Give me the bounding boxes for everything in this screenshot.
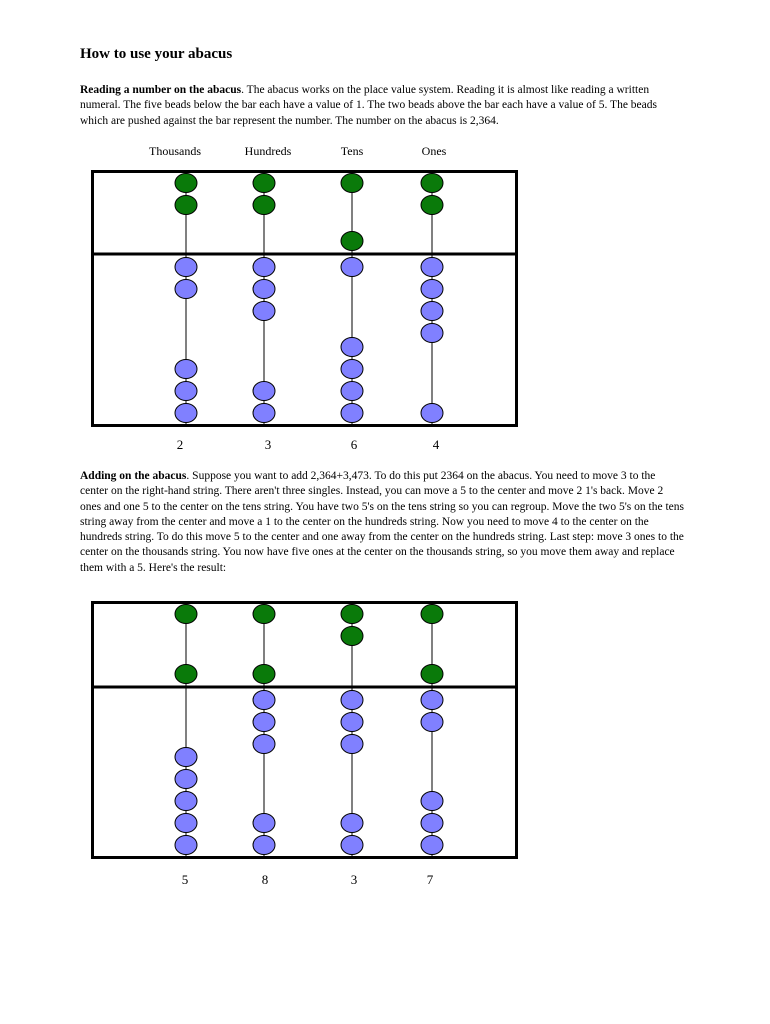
- lower-bead-thousands: [175, 770, 197, 789]
- upper-bead-ones: [421, 605, 443, 624]
- lower-bead-hundreds: [253, 691, 275, 710]
- reading-heading: Reading a number on the abacus: [80, 84, 242, 96]
- upper-bead-ones: [421, 196, 443, 215]
- page-title: How to use your abacus: [80, 46, 233, 62]
- adding-text: . Suppose you want to add 2,364+3,473. To do this put 2364 on the abacus. You need to move 3 to the center on the right-hand string. There aren't three singles. Instead, you can move a 5 to the center and move 2 1's back. Move 2 ones and one 5 to the center on the tens string. You have two 5's on the tens string so you can regroup. Move the two 5's on the tens string away from the center and move a 1 to the center on the hundreds string. Now you need to move 4 to the center on the hundreds string. To do this move 5 to the center and one away from the center on the hundreds string. Last step: move 3 ones to the center on the thousands string. You now have five ones at the center on the thousands string, so you move them away and replace them with a 5. Here's the result:: [80, 470, 684, 574]
- lower-bead-hundreds: [253, 735, 275, 754]
- lower-bead-tens: [341, 836, 363, 855]
- upper-bead-thousands: [175, 665, 197, 684]
- upper-bead-tens: [341, 174, 363, 193]
- lower-bead-hundreds: [253, 713, 275, 732]
- lower-bead-ones: [421, 691, 443, 710]
- upper-bead-hundreds: [253, 196, 275, 215]
- abacus1-digit-tens: 6: [350, 437, 358, 452]
- lower-bead-tens: [341, 382, 363, 401]
- upper-bead-tens: [341, 232, 363, 251]
- abacus2-digit-thousands: 5: [181, 872, 189, 887]
- lower-bead-tens: [341, 814, 363, 833]
- abacus2-digit-tens: 3: [350, 872, 358, 887]
- upper-bead-thousands: [175, 174, 197, 193]
- abacus2-digit-hundreds: 8: [261, 872, 269, 887]
- lower-bead-ones: [421, 713, 443, 732]
- lower-bead-thousands: [175, 404, 197, 423]
- lower-bead-tens: [341, 404, 363, 423]
- lower-bead-ones: [421, 258, 443, 277]
- lower-bead-tens: [341, 713, 363, 732]
- upper-bead-hundreds: [253, 174, 275, 193]
- upper-bead-thousands: [175, 196, 197, 215]
- column-header-tens: Tens: [340, 144, 364, 158]
- abacus1-digit-thousands: 2: [176, 437, 184, 452]
- upper-bead-tens: [341, 605, 363, 624]
- abacus2-digit-ones: 7: [426, 872, 434, 887]
- abacus1-digit-ones: 4: [432, 437, 440, 452]
- upper-bead-thousands: [175, 605, 197, 624]
- lower-bead-ones: [421, 324, 443, 343]
- column-header-ones: Ones: [421, 144, 447, 158]
- lower-bead-ones: [421, 280, 443, 299]
- lower-bead-tens: [341, 735, 363, 754]
- lower-bead-tens: [341, 360, 363, 379]
- lower-bead-ones: [421, 792, 443, 811]
- lower-bead-thousands: [175, 382, 197, 401]
- abacus-reading-example: [91, 170, 518, 427]
- lower-bead-thousands: [175, 748, 197, 767]
- lower-bead-thousands: [175, 360, 197, 379]
- lower-bead-thousands: [175, 792, 197, 811]
- upper-bead-ones: [421, 174, 443, 193]
- lower-bead-hundreds: [253, 302, 275, 321]
- lower-bead-thousands: [175, 836, 197, 855]
- abacus-result-drawing: [91, 601, 518, 859]
- upper-bead-hundreds: [253, 605, 275, 624]
- abacus-frame: [93, 172, 517, 426]
- lower-bead-hundreds: [253, 280, 275, 299]
- lower-bead-hundreds: [253, 404, 275, 423]
- upper-bead-tens: [341, 627, 363, 646]
- lower-bead-thousands: [175, 814, 197, 833]
- lower-bead-ones: [421, 404, 443, 423]
- abacus-adding-result: [91, 601, 518, 859]
- lower-bead-hundreds: [253, 382, 275, 401]
- lower-bead-hundreds: [253, 836, 275, 855]
- lower-bead-thousands: [175, 258, 197, 277]
- abacus-frame: [93, 603, 517, 858]
- lower-bead-tens: [341, 258, 363, 277]
- lower-bead-thousands: [175, 280, 197, 299]
- column-header-thousands: Thousands: [149, 144, 201, 158]
- abacus1-digit-hundreds: 3: [264, 437, 272, 452]
- reading-text: . The abacus works on the place value system. Reading it is almost like reading a written numeral. The five beads below the bar each have a value of 1. The two beads above the bar each have a value of 5. The beads which are pushed against the bar represent the number. The number on the abacus is 2,364.: [80, 84, 657, 127]
- upper-bead-ones: [421, 665, 443, 684]
- lower-bead-hundreds: [253, 258, 275, 277]
- lower-bead-tens: [341, 691, 363, 710]
- upper-bead-hundreds: [253, 665, 275, 684]
- abacus-reading-drawing: [91, 170, 518, 427]
- column-header-hundreds: Hundreds: [244, 144, 292, 158]
- reading-paragraph: [80, 83, 686, 129]
- adding-heading: Adding on the abacus: [80, 470, 187, 482]
- adding-paragraph: [80, 469, 686, 576]
- lower-bead-ones: [421, 302, 443, 321]
- lower-bead-ones: [421, 814, 443, 833]
- lower-bead-ones: [421, 836, 443, 855]
- lower-bead-hundreds: [253, 814, 275, 833]
- lower-bead-tens: [341, 338, 363, 357]
